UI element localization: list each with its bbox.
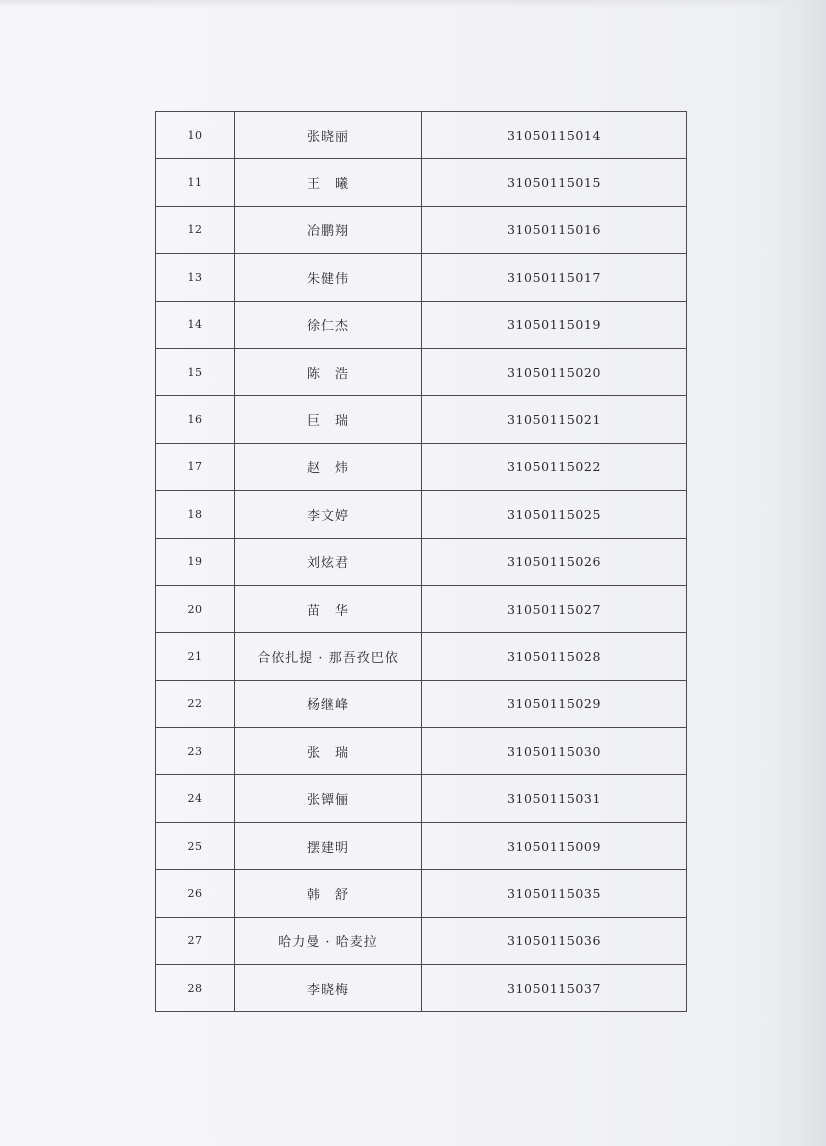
- row-number-cell: 21: [156, 633, 235, 680]
- table-row: [156, 159, 687, 206]
- student-name-cell: 赵 炜: [235, 443, 422, 490]
- student-name-cell: 苗 华: [235, 585, 422, 632]
- student-id-cell: 31050115031: [422, 775, 687, 822]
- table-row: [156, 396, 687, 443]
- student-id-cell: 31050115035: [422, 870, 687, 917]
- row-number-cell: 16: [156, 396, 235, 443]
- row-number-cell: 11: [156, 159, 235, 206]
- row-number-cell: 19: [156, 538, 235, 585]
- student-id-cell: 31050115037: [422, 965, 687, 1012]
- table-row: [156, 491, 687, 538]
- student-name-cell: 张晓丽: [235, 112, 422, 159]
- page-top-edge: [0, 0, 826, 8]
- student-id-cell: 31050115020: [422, 348, 687, 395]
- row-number-cell: 23: [156, 728, 235, 775]
- student-id-cell: 31050115009: [422, 822, 687, 869]
- row-number-cell: 12: [156, 206, 235, 253]
- student-id-cell: 31050115022: [422, 443, 687, 490]
- student-name-cell: 李晓梅: [235, 965, 422, 1012]
- table-row: [156, 822, 687, 869]
- student-id-cell: 31050115015: [422, 159, 687, 206]
- student-name-cell: 张 瑞: [235, 728, 422, 775]
- table-row: [156, 254, 687, 301]
- row-number-cell: 15: [156, 348, 235, 395]
- student-id-cell: 31050115028: [422, 633, 687, 680]
- student-id-cell: 31050115026: [422, 538, 687, 585]
- table-row: [156, 348, 687, 395]
- table-row: [156, 965, 687, 1012]
- table-row: [156, 301, 687, 348]
- student-name-cell: 刘炫君: [235, 538, 422, 585]
- student-name-cell: 张镡俪: [235, 775, 422, 822]
- student-id-cell: 31050115036: [422, 917, 687, 964]
- table-row: [156, 112, 687, 159]
- table-row: [156, 538, 687, 585]
- row-number-cell: 13: [156, 254, 235, 301]
- table-row: [156, 917, 687, 964]
- table-row: [156, 206, 687, 253]
- row-number-cell: 18: [156, 491, 235, 538]
- student-name-cell: 陈 浩: [235, 348, 422, 395]
- student-id-cell: 31050115030: [422, 728, 687, 775]
- student-id-cell: 31050115019: [422, 301, 687, 348]
- row-number-cell: 25: [156, 822, 235, 869]
- table-row: [156, 728, 687, 775]
- student-name-cell: 巨 瑞: [235, 396, 422, 443]
- roster-body: [156, 112, 687, 1012]
- row-number-cell: 14: [156, 301, 235, 348]
- student-name-cell: 合依扎提 · 那吾孜巴依: [235, 633, 422, 680]
- student-name-cell: 冶鹏翔: [235, 206, 422, 253]
- row-number-cell: 10: [156, 112, 235, 159]
- student-name-cell: 朱健伟: [235, 254, 422, 301]
- student-name-cell: 摆建明: [235, 822, 422, 869]
- student-id-cell: 31050115029: [422, 680, 687, 727]
- row-number-cell: 27: [156, 917, 235, 964]
- student-id-cell: 31050115014: [422, 112, 687, 159]
- table-row: [156, 775, 687, 822]
- student-name-cell: 韩 舒: [235, 870, 422, 917]
- table-row: [156, 585, 687, 632]
- student-name-cell: 李文婷: [235, 491, 422, 538]
- student-id-cell: 31050115027: [422, 585, 687, 632]
- student-id-cell: 31050115021: [422, 396, 687, 443]
- student-name-cell: 王 曦: [235, 159, 422, 206]
- page-right-shade: [756, 0, 826, 1146]
- row-number-cell: 24: [156, 775, 235, 822]
- student-name-cell: 徐仁杰: [235, 301, 422, 348]
- student-name-cell: 杨继峰: [235, 680, 422, 727]
- student-id-cell: 31050115025: [422, 491, 687, 538]
- table-row: [156, 443, 687, 490]
- student-name-cell: 哈力曼 · 哈麦拉: [235, 917, 422, 964]
- table-row: [156, 870, 687, 917]
- row-number-cell: 20: [156, 585, 235, 632]
- student-id-cell: 31050115017: [422, 254, 687, 301]
- row-number-cell: 28: [156, 965, 235, 1012]
- row-number-cell: 17: [156, 443, 235, 490]
- row-number-cell: 26: [156, 870, 235, 917]
- table-row: [156, 633, 687, 680]
- table-row: [156, 680, 687, 727]
- student-roster-table: [155, 111, 687, 1012]
- row-number-cell: 22: [156, 680, 235, 727]
- student-id-cell: 31050115016: [422, 206, 687, 253]
